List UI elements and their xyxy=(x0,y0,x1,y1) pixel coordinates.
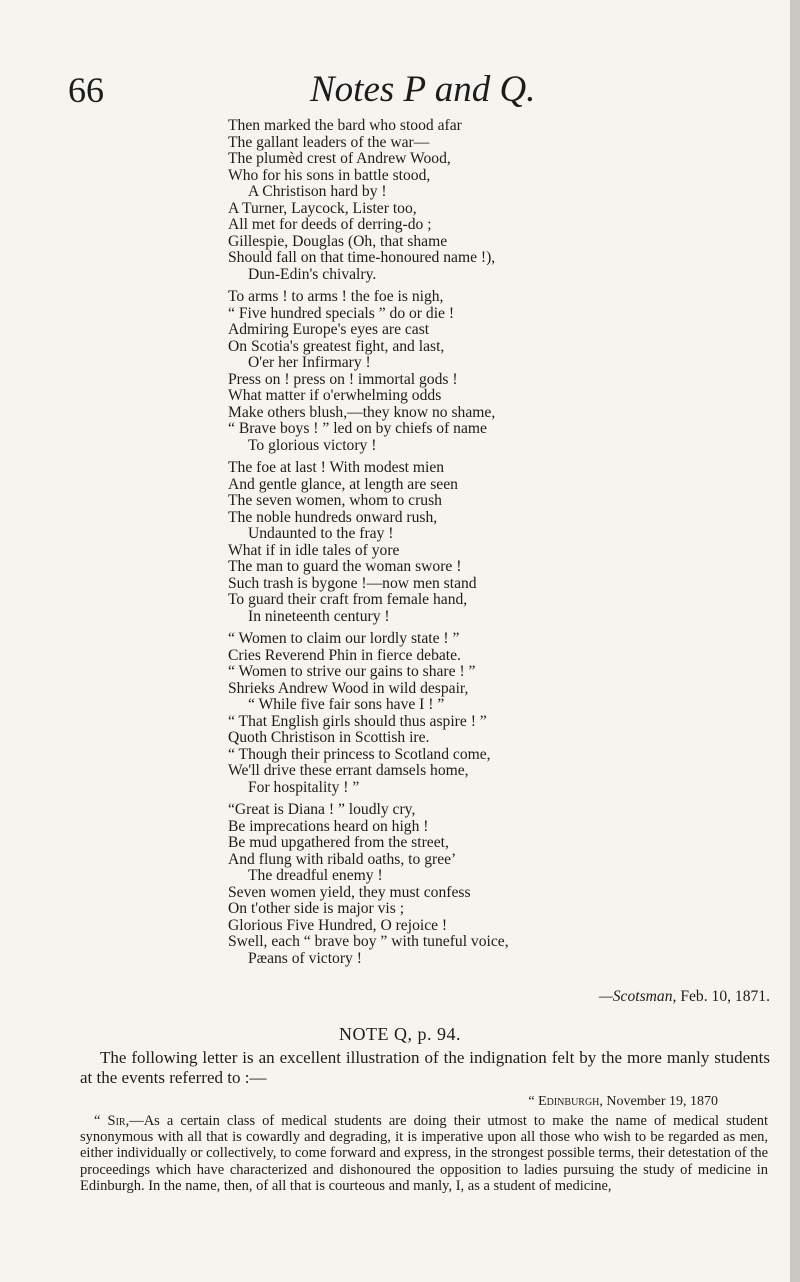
poem-line: The dreadful enemy ! xyxy=(248,867,383,884)
poem-line: Press on ! press on ! immortal gods ! xyxy=(228,370,458,388)
poem-stanza xyxy=(228,118,768,283)
poem-line: A Turner, Laycock, Lister too, xyxy=(228,199,417,217)
page-number: 66 xyxy=(68,70,104,110)
poem-line: And flung with ribald oaths, to gree’ xyxy=(228,850,457,868)
poem-line: Shrieks Andrew Wood in wild despair, xyxy=(228,679,469,697)
attribution-source: —Scotsman, xyxy=(598,988,677,1005)
poem-line: Should fall on that time-honoured name !), xyxy=(228,249,496,266)
poem-line: The gallant leaders of the war— xyxy=(228,133,430,151)
poem-line: Swell, each “ brave boy ” with tuneful voice, xyxy=(228,933,509,950)
poem-line: What matter if o'erwhelming odds xyxy=(228,387,442,404)
poem-line: Make others blush,—they know no shame, xyxy=(228,403,496,421)
poem-line: To glorious victory ! xyxy=(248,436,377,454)
poem-line: Cries Reverend Phin in fierce debate. xyxy=(228,646,461,664)
poem-line: Glorious Five Hundred, O rejoice ! xyxy=(228,916,448,934)
poem xyxy=(228,118,768,967)
poem-line: Who for his sons in battle stood, xyxy=(228,166,431,184)
poem-line: “ Women to claim our lordly state ! ” xyxy=(228,630,460,647)
poem-line: The man to guard the woman swore ! xyxy=(228,558,462,575)
poem-line: Admiring Europe's eyes are cast xyxy=(228,321,430,338)
poem-line: The plumèd crest of Andrew Wood, xyxy=(228,150,451,167)
poem-line: Pæans of victory ! xyxy=(248,949,362,967)
poem-line: The noble hundreds onward rush, xyxy=(228,508,438,526)
poem-line: And gentle glance, at length are seen xyxy=(228,475,458,493)
poem-line: Be mud upgathered from the street, xyxy=(228,834,449,851)
letter-dateline xyxy=(528,1094,718,1110)
poem-line: “Great is Diana ! ” loudly cry, xyxy=(228,801,416,818)
poem-line: “ Women to strive our gains to share ! ” xyxy=(228,663,476,680)
poem-line: Be imprecations heard on high ! xyxy=(228,817,429,835)
poem-line: The seven women, whom to crush xyxy=(228,492,442,509)
poem-line: What if in idle tales of yore xyxy=(228,541,400,559)
page-edge xyxy=(790,0,800,1282)
poem-line: Such trash is bygone !—now men stand xyxy=(228,574,477,592)
poem-line: We'll drive these errant damsels home, xyxy=(228,762,469,779)
poem-line: Gillespie, Douglas (Oh, that shame xyxy=(228,232,448,250)
dateline-date: November 19, 1870 xyxy=(606,1094,718,1109)
poem-line: “ While five fair sons have I ! ” xyxy=(248,696,445,713)
page-header xyxy=(0,70,800,114)
attribution-date: Feb. 10, 1871. xyxy=(680,988,770,1005)
poem-line: “ That English girls should thus aspire ! ” xyxy=(228,712,487,730)
poem-line: Then marked the bard who stood afar xyxy=(228,117,462,134)
poem-line: “ Five hundred specials ” do or die ! xyxy=(228,304,455,322)
note-heading: NOTE Q, p. 94. xyxy=(339,1024,461,1044)
poem-stanza xyxy=(228,460,768,625)
running-title: Notes P and Q. xyxy=(310,69,536,110)
poem-line: All met for deeds of derring-do ; xyxy=(228,216,432,233)
poem-line: “ Brave boys ! ” led on by chiefs of name xyxy=(228,420,487,437)
poem-line: To arms ! to arms ! the foe is nigh, xyxy=(228,288,444,305)
poem-line: A Christison hard by ! xyxy=(248,183,387,200)
poem-line: Seven women yield, they must confess xyxy=(228,883,471,901)
note-intro: The following letter is an excellent illustration of the indignation felt by the more manly students at the events referred to :— xyxy=(80,1048,770,1087)
poem-line: On t'other side is major vis ; xyxy=(228,900,405,917)
letter-body xyxy=(80,1113,768,1194)
letter-salutation: “ Sir, xyxy=(94,1113,130,1129)
attribution xyxy=(599,988,770,1006)
dateline-place: “ Edinburgh, xyxy=(528,1094,603,1109)
poem-line: For hospitality ! ” xyxy=(248,778,360,796)
poem-line: “ Though their princess to Scotland come, xyxy=(228,745,491,763)
poem-stanza xyxy=(228,802,768,967)
poem-line: O'er her Infirmary ! xyxy=(248,354,371,371)
poem-line: Dun-Edin's chivalry. xyxy=(248,265,377,283)
poem-line: To guard their craft from female hand, xyxy=(228,591,468,608)
poem-line: Undaunted to the fray ! xyxy=(248,525,394,542)
poem-line: The foe at last ! With modest mien xyxy=(228,459,445,476)
poem-line: On Scotia's greatest fight, and last, xyxy=(228,337,445,355)
poem-stanza xyxy=(228,631,768,796)
poem-line: In nineteenth century ! xyxy=(248,607,390,625)
poem-stanza xyxy=(228,289,768,454)
poem-line: Quoth Christison in Scottish ire. xyxy=(228,729,430,746)
letter-text: —As a certain class of medical students are doing their utmost to make the name of medical student synonymous with all that is cowardly and degrading, it is imperative upon all those who wish to be regarded as men, either individually or collectively, to come forward and express, in the strongest possible terms, their detestation of the proceedings which have characterized and dishonoured the opposition to ladies pursuing the study of medicine in Edinburgh. In the name, then, of all that is courteous and manly, I, as a student of medicine, xyxy=(80,1113,769,1194)
